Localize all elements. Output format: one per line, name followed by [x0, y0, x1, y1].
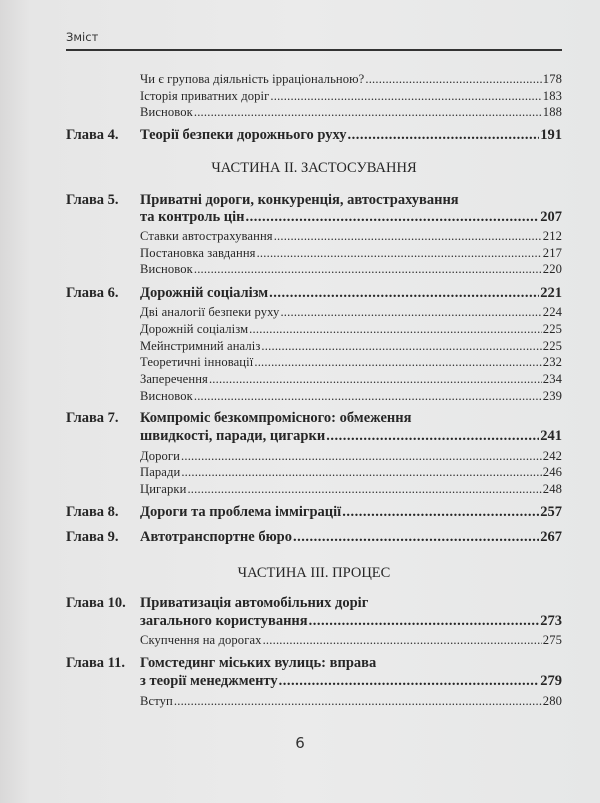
part-heading: ЧАСТИНА II. ЗАСТОСУВАННЯ — [211, 160, 417, 176]
leader-dots — [257, 246, 542, 261]
chapter-label: Глава 8. — [66, 504, 119, 520]
page-ref: 221 — [540, 285, 562, 301]
toc-section[interactable] — [66, 482, 562, 497]
toc-section[interactable] — [66, 372, 562, 387]
entry-title: загального користування — [140, 613, 308, 629]
toc-chapter[interactable] — [66, 428, 562, 444]
chapter-label: Глава 5. — [66, 192, 119, 208]
chapter-title-line1: Гомстединг міських вулиць: вправа — [140, 655, 377, 671]
toc-chapter[interactable] — [66, 127, 562, 143]
page-ref: 188 — [542, 105, 562, 119]
page-ref: 257 — [540, 504, 562, 520]
page-ref: 239 — [542, 389, 562, 403]
toc-chapter[interactable] — [66, 673, 562, 689]
leader-dots — [263, 633, 542, 648]
toc-chapter[interactable] — [66, 209, 562, 225]
entry-title: Мейнстримний аналіз — [140, 339, 261, 353]
entry-title: Висновок — [140, 389, 193, 403]
toc-section[interactable] — [66, 305, 562, 320]
page-ref: 191 — [540, 127, 562, 143]
entry-title: Скупчення на дорогах — [140, 633, 262, 647]
entry-title: Чи є групова діяльність ірраціональною? — [140, 72, 365, 86]
entry-title: Автотранспортне бюро — [140, 529, 292, 545]
entry-title: Цигарки — [140, 482, 187, 496]
entry-title: швидкості, паради, цигарки — [140, 428, 326, 444]
toc-section[interactable] — [66, 449, 562, 464]
page-ref: 220 — [542, 262, 562, 276]
chapter-label: Глава 7. — [66, 410, 119, 426]
toc-section[interactable] — [66, 246, 562, 261]
toc-section[interactable] — [66, 89, 562, 104]
toc-chapter[interactable] — [66, 285, 562, 301]
chapter-label: Глава 11. — [66, 655, 126, 671]
chapter-title-line1: Приватизація автомобільних доріг — [140, 595, 369, 611]
page-ref: 242 — [542, 449, 562, 463]
page-ref: 280 — [542, 694, 562, 708]
page-ref: 217 — [542, 246, 562, 260]
page-ref: 178 — [542, 72, 562, 86]
page-ref: 232 — [542, 355, 562, 369]
leader-dots — [280, 305, 541, 320]
toc-section[interactable] — [66, 72, 562, 87]
chapter-title-line1: Приватні дороги, конкуренція, автострахування — [140, 192, 459, 208]
page-ref: 267 — [540, 529, 562, 545]
leader-dots — [270, 89, 541, 104]
chapter-title-line1: Компроміс безкомпромісного: обмеження — [140, 410, 412, 426]
leader-dots — [246, 209, 540, 225]
page-ref: 224 — [542, 305, 562, 319]
toc-chapter-title-line — [66, 655, 562, 671]
page-ref: 275 — [542, 633, 562, 647]
leader-dots — [194, 389, 542, 404]
chapter-label: Глава 6. — [66, 285, 119, 301]
entry-title: Історія приватних доріг — [140, 89, 270, 103]
page-number: 6 — [295, 734, 305, 752]
leader-dots — [194, 262, 542, 277]
leader-dots — [209, 372, 542, 387]
entry-title: Паради — [140, 465, 181, 479]
entry-title: Вступ — [140, 694, 173, 708]
page-ref: 248 — [542, 482, 562, 496]
entry-title: Дорожній соціалізм — [140, 322, 249, 336]
running-header: Зміст — [66, 30, 99, 44]
leader-dots — [194, 105, 542, 120]
header-rule — [66, 49, 562, 51]
entry-title: Висновок — [140, 105, 193, 119]
leader-dots — [269, 285, 539, 301]
page-ref: 246 — [542, 465, 562, 479]
leader-dots — [249, 322, 542, 337]
page-ref: 273 — [540, 613, 562, 629]
page-ref: 279 — [540, 673, 562, 689]
entry-title: Заперечення — [140, 372, 208, 386]
chapter-label: Глава 4. — [66, 127, 119, 143]
entry-title: Ставки автострахування — [140, 229, 273, 243]
toc-section[interactable] — [66, 694, 562, 709]
leader-dots — [274, 229, 542, 244]
leader-dots — [187, 482, 541, 497]
leader-dots — [174, 694, 542, 709]
toc-chapter-title-line — [66, 192, 562, 208]
chapter-label: Глава 10. — [66, 595, 126, 611]
page-ref: 241 — [540, 428, 562, 444]
entry-title: з теорії менеджменту — [140, 673, 278, 689]
entry-title: Теорії безпеки дорожнього руху — [140, 127, 347, 143]
toc-section[interactable] — [66, 262, 562, 277]
leader-dots — [326, 428, 539, 444]
leader-dots — [309, 613, 540, 629]
entry-title: Дороги — [140, 449, 180, 463]
leader-dots — [254, 355, 541, 370]
entry-title: та контроль цін — [140, 209, 245, 225]
entry-title: Висновок — [140, 262, 193, 276]
page-ref: 225 — [542, 322, 562, 336]
toc-chapter[interactable] — [66, 613, 562, 629]
page-ref: 225 — [542, 339, 562, 353]
toc-chapter[interactable] — [66, 504, 562, 520]
entry-title: Постановка завдання — [140, 246, 256, 260]
toc-chapter[interactable] — [66, 529, 562, 545]
toc-section[interactable] — [66, 105, 562, 120]
leader-dots — [293, 529, 539, 545]
entry-title: Дороги та проблема імміграції — [140, 504, 342, 520]
leader-dots — [348, 127, 540, 143]
page-ref: 234 — [542, 372, 562, 386]
entry-title: Дорожній соціалізм — [140, 285, 269, 301]
toc-chapter-title-line — [66, 410, 562, 426]
leader-dots — [261, 339, 541, 354]
toc-section[interactable] — [66, 389, 562, 404]
leader-dots — [181, 465, 541, 480]
page-ref: 212 — [542, 229, 562, 243]
entry-title: Дві аналогії безпеки руху — [140, 305, 280, 319]
toc-section[interactable] — [66, 633, 562, 648]
leader-dots — [342, 504, 539, 520]
leader-dots — [365, 72, 541, 87]
part-heading: ЧАСТИНА III. ПРОЦЕС — [237, 565, 391, 581]
toc-section[interactable] — [66, 322, 562, 337]
toc-section[interactable] — [66, 229, 562, 244]
toc-section[interactable] — [66, 339, 562, 354]
toc-section[interactable] — [66, 355, 562, 370]
leader-dots — [279, 673, 540, 689]
page-ref: 183 — [542, 89, 562, 103]
entry-title: Теоретичні інновації — [140, 355, 254, 369]
chapter-label: Глава 9. — [66, 529, 119, 545]
toc-section[interactable] — [66, 465, 562, 480]
leader-dots — [181, 449, 542, 464]
toc-chapter-title-line — [66, 595, 562, 611]
page-ref: 207 — [540, 209, 562, 225]
